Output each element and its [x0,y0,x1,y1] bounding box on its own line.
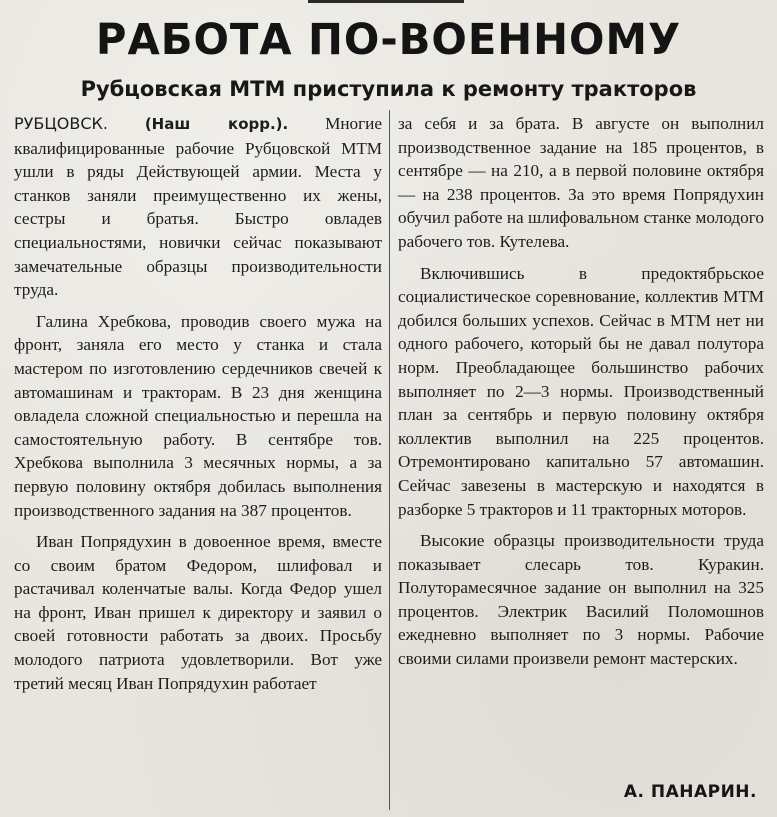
top-rule [308,0,464,3]
paragraph: Галина Хребкова, проводив своего мужа на фронт, заняла его место у станка и стала мастером по изготовлению сердечников свечей к автомашинам и тракторам. В 23 дня женщина овладела сложной специальностью и перешла на самостоятельную работу. В сентябре тов. Хребкова выполнила 3 месячных нормы, а за первую половину октября добилась выполнения производственного задания на 387 процентов. [14,311,382,520]
article-subheadline: Рубцовская МТМ приступила к ремонту тракторов [80,77,697,101]
correspondent-credit: (Наш корр.). [144,115,289,133]
column-divider [389,110,390,810]
paragraph: Включившись в предоктябрьское социалистическое соревнование, коллектив МТМ добился больших успехов. Сейчас в МТМ нет ни одного рабочего, который бы не давал полутора норм. Преобладающее большинство рабочих выполняет по 2—3 нормы. Производственный план за сентябрь и первую половину октября коллектив выполнил на 225 процентов. Отремонтировано капитально 57 автомашин. Сейчас завезены в мастерскую и находятся в разборке 5 тракторов и 11 тракторных моторов. [398,263,764,519]
dateline: РУБЦОВСК. [14,114,108,133]
paragraph-text: Многие квалифицированные рабочие Рубцовской МТМ ушли в ряды Действующей армии. Места у станков заняли преимущественно их жены, сестры и братья. Быстро овладев специальностями, новички сейчас показывают замечательные образцы производительности труда. [14,114,383,300]
paragraph: Иван Попрядухин в довоенное время, вместе со своим братом Федором, шлифовал и растачивал коленчатые валы. Когда Федор ушел на фронт, Иван пришел к директору и заявил о своей готовности работать за двоих. Просьбу молодого патриота удовлетворили. Вот уже третий месяц Иван Попрядухин работает [14,532,382,693]
paragraph-continuation: за себя и за брата. В августе он выполнил производственное задание на 185 процентов, в сентябре — на 210, а в первой половине октября — на 238 процентов. За это время Попрядухин обучил работе на шлифовальном станке молодого рабочего тов. Кутелева. [398,114,764,251]
paragraph: Высокие образцы производительности труда показывает слесарь тов. Куракин. Полуторамесячное задание он выполнил на 325 процентов. Электрик Василий Поломошнов ежедневно выполняет по 3 нормы. Рабочие своими силами произвели ремонт мастерских. [398,531,764,669]
author-signature: А. ПАНАРИН. [623,782,757,802]
lead-paragraph [14,112,382,302]
left-column [14,112,382,695]
right-column [398,112,764,679]
article-headline: РАБОТА ПО-ВОЕННОМУ [95,15,682,65]
